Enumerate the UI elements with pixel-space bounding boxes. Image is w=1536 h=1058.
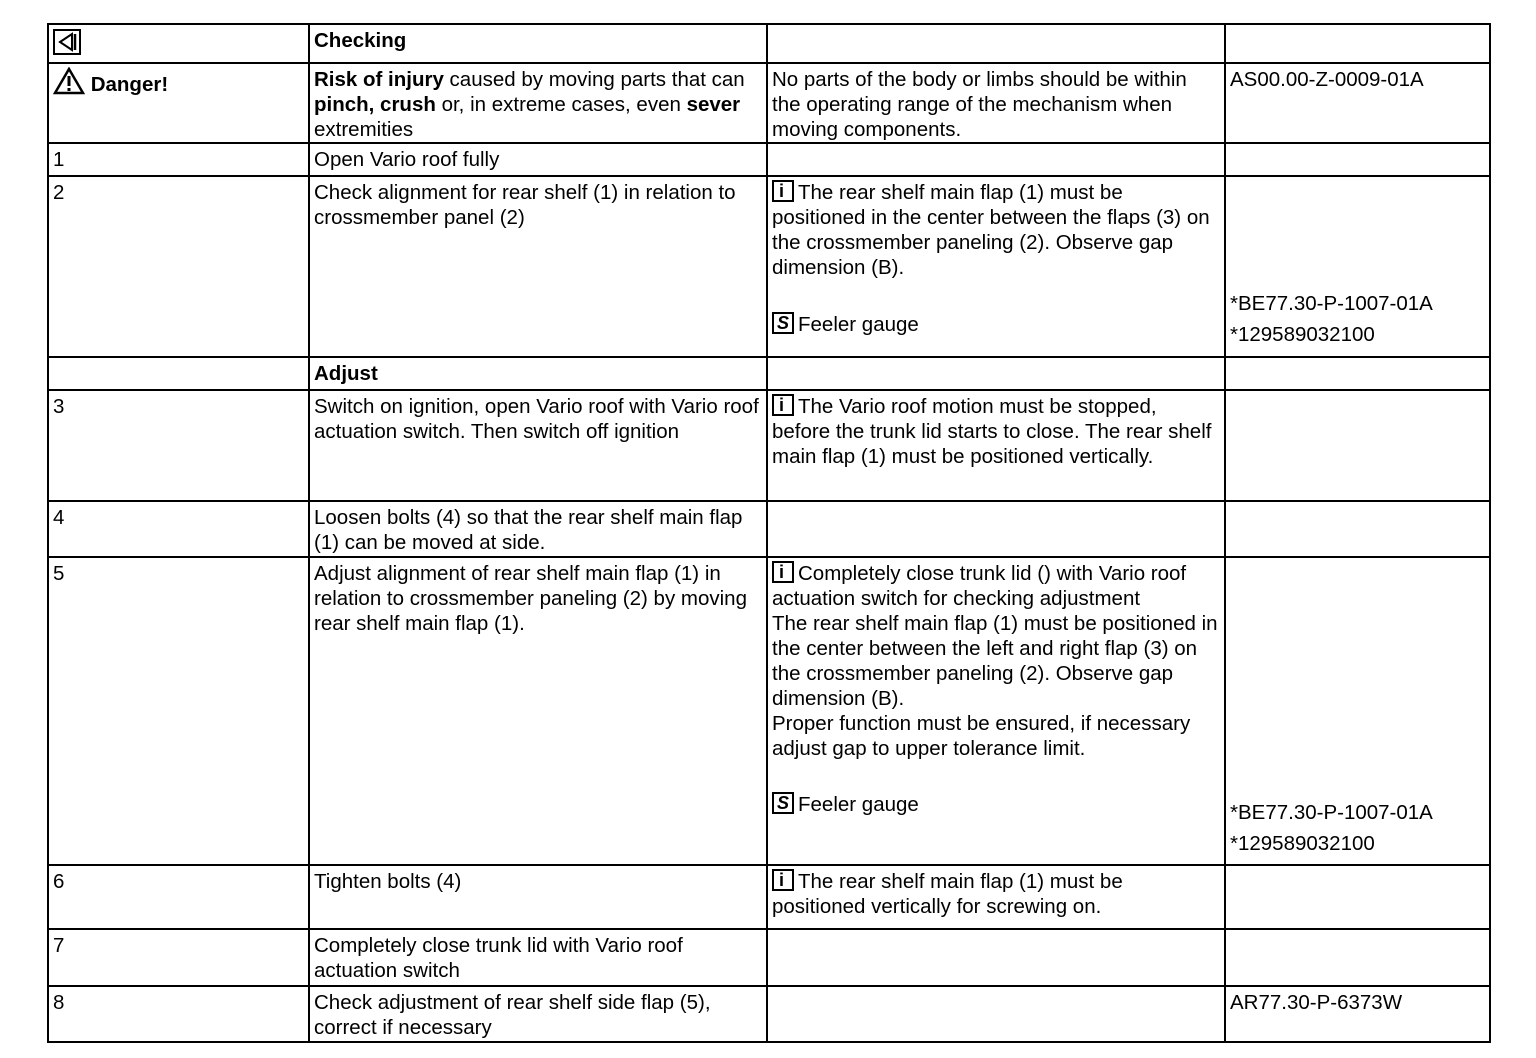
step-number: 5 — [48, 557, 309, 865]
step-note: i The rear shelf main flap (1) must be positioned in the center between the flaps (3) on the crossmember paneling (2). Observe gap dimension (B). S Feeler gauge — [767, 176, 1225, 357]
special-tool-icon: S — [772, 312, 794, 334]
danger-label: Danger! — [90, 73, 169, 96]
warning-triangle-icon — [53, 67, 85, 95]
table-row — [48, 557, 1490, 865]
tool-name: Feeler gauge — [798, 793, 919, 816]
table-row — [48, 143, 1490, 176]
table-row-danger — [48, 63, 1490, 143]
step-number: 8 — [48, 986, 309, 1042]
special-tool-icon: S — [772, 792, 794, 814]
step-text: Check adjustment of rear shelf side flap (5), correct if necessary — [309, 986, 767, 1042]
table-row — [48, 929, 1490, 986]
step-number: 4 — [48, 501, 309, 557]
part-number: *129589032100 — [1230, 832, 1375, 855]
step-number: 7 — [48, 929, 309, 986]
step-number: 2 — [48, 176, 309, 357]
header-icon-cell — [48, 24, 309, 63]
table-row — [48, 390, 1490, 501]
step-text: Adjust alignment of rear shelf main flap (1) in relation to crossmember paneling (2) by moving rear shelf main flap (1). — [309, 557, 767, 865]
table-row-adjust — [48, 357, 1490, 390]
procedure-table — [47, 23, 1491, 1043]
table-row — [48, 986, 1490, 1042]
step-reference: AR77.30-P-6373W — [1225, 986, 1490, 1042]
step-number: 3 — [48, 390, 309, 501]
step-text: Switch on ignition, open Vario roof with Vario roof actuation switch. Then switch off ignition — [309, 390, 767, 501]
step-note: i The rear shelf main flap (1) must be positioned vertically for screwing on. — [767, 865, 1225, 929]
danger-cell — [48, 63, 309, 143]
step-text: Completely close trunk lid with Vario roof actuation switch — [309, 929, 767, 986]
table-row — [48, 176, 1490, 357]
step-number: 6 — [48, 865, 309, 929]
step-text: Open Vario roof fully — [309, 143, 767, 176]
danger-description: Risk of injury caused by moving parts that can pinch, crush or, in extreme cases, even sever extremities — [309, 63, 767, 143]
table-row-header — [48, 24, 1490, 63]
document-reference: *BE77.30-P-1007-01A — [1230, 292, 1433, 315]
step-number: 1 — [48, 143, 309, 176]
part-number: *129589032100 — [1230, 323, 1375, 346]
table-row — [48, 865, 1490, 929]
step-text: Loosen bolts (4) so that the rear shelf main flap (1) can be moved at side. — [309, 501, 767, 557]
procedure-arrow-icon — [53, 29, 81, 55]
table-row — [48, 501, 1490, 557]
info-icon: i — [772, 180, 794, 202]
step-reference — [1225, 557, 1490, 865]
step-note: i Completely close trunk lid () with Vario roof actuation switch for checking adjustment The rear shelf main flap (1) must be positioned in the center between the left and right flap (3) on the crossmember paneling (2). Observe gap dimension (B). Proper function must be ensured, if necessary adjust gap to upper tolerance limit. S Feeler gauge — [767, 557, 1225, 865]
step-reference — [1225, 176, 1490, 357]
info-icon: i — [772, 561, 794, 583]
danger-reference: AS00.00-Z-0009-01A — [1225, 63, 1490, 143]
step-text: Check alignment for rear shelf (1) in relation to crossmember panel (2) — [309, 176, 767, 357]
document-reference: *BE77.30-P-1007-01A — [1230, 801, 1433, 824]
step-note: i The Vario roof motion must be stopped, before the trunk lid starts to close. The rear shelf main flap (1) must be positioned vertically. — [767, 390, 1225, 501]
section-title-adjust: Adjust — [309, 357, 767, 390]
info-icon: i — [772, 394, 794, 416]
danger-note: No parts of the body or limbs should be within the operating range of the mechanism when moving components. — [767, 63, 1225, 143]
step-text: Tighten bolts (4) — [309, 865, 767, 929]
info-icon: i — [772, 869, 794, 891]
section-title-checking: Checking — [309, 24, 767, 63]
tool-name: Feeler gauge — [798, 313, 919, 336]
